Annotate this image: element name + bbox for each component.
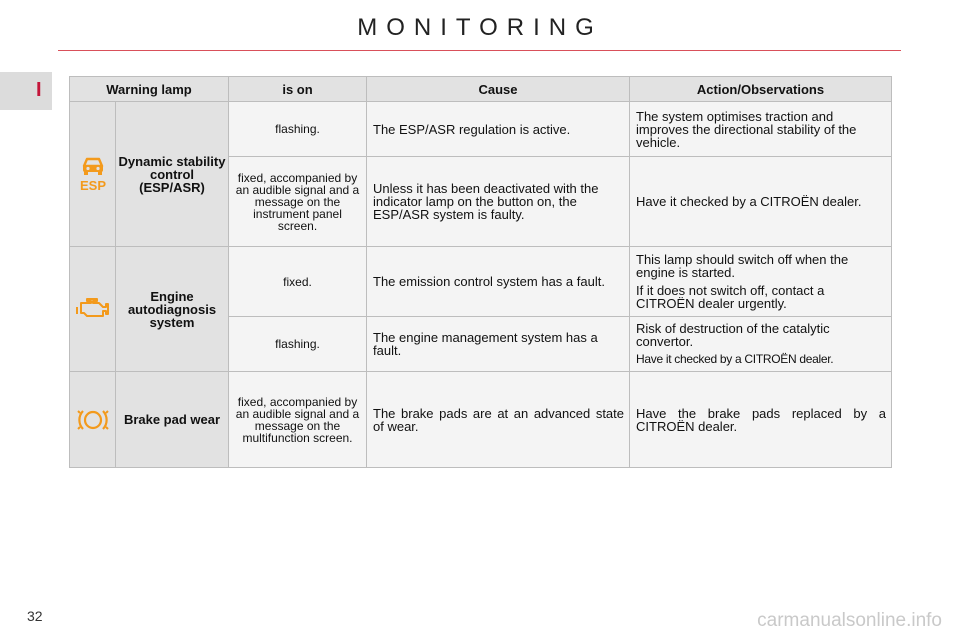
table-row (70, 247, 892, 317)
engine-icon (76, 297, 110, 321)
lamp-name: Engine autodiagnosis system (116, 247, 229, 372)
cause-cell: The brake pads are at an advanced state of wear. (367, 372, 630, 468)
esp-skid-icon (78, 156, 108, 192)
action-cell (630, 247, 892, 317)
action-cell (630, 317, 892, 372)
action-text-secondary: If it does not switch off, contact a CITROËN dealer urgently. (636, 283, 825, 311)
action-cell: Have it checked by a CITROËN dealer. (630, 157, 892, 247)
action-cell: Have the brake pads replaced by a CITROËN dealer. (630, 372, 892, 468)
table-row (70, 372, 892, 468)
esp-icon-text: ESP (79, 178, 106, 192)
action-cell: The system optimises traction and improves the directional stability of the vehicle. (630, 102, 892, 157)
cause-cell: Unless it has been deactivated with the indicator lamp on the button on, the ESP/ASR system is faulty. (367, 157, 630, 247)
is-on-cell: fixed. (229, 247, 367, 317)
warning-lamp-table (69, 76, 892, 468)
page-title: MONITORING (357, 14, 603, 41)
col-header-action: Action/Observations (630, 77, 892, 102)
is-on-cell: flashing. (229, 102, 367, 157)
esp-icon-cell (70, 102, 116, 247)
brake-pad-wear-icon (76, 407, 110, 433)
is-on-cell: fixed, accompanied by an audible signal and a message on the multifunction screen. (229, 372, 367, 468)
col-header-warning-lamp: Warning lamp (70, 77, 229, 102)
lamp-name: Dynamic stability control (ESP/ASR) (116, 102, 229, 247)
is-on-cell: fixed, accompanied by an audible signal and a message on the instrument panel screen. (229, 157, 367, 247)
brake-icon-cell (70, 372, 116, 468)
col-header-cause: Cause (367, 77, 630, 102)
action-text: This lamp should switch off when the engine is started. (636, 252, 849, 280)
table-header-row (70, 77, 892, 102)
action-text: Risk of destruction of the catalytic convertor. (636, 321, 830, 349)
is-on-cell: flashing. (229, 317, 367, 372)
cause-cell: The engine management system has a fault. (367, 317, 630, 372)
action-text-secondary: Have it checked by a CITROËN dealer. (636, 352, 834, 366)
lamp-name: Brake pad wear (116, 372, 229, 468)
cause-cell: The emission control system has a fault. (367, 247, 630, 317)
section-tab (0, 72, 52, 110)
page-number: 32 (27, 608, 43, 624)
watermark: carmanualsonline.info (757, 610, 942, 631)
col-header-is-on: is on (229, 77, 367, 102)
engine-icon-cell (70, 247, 116, 372)
table-row (70, 102, 892, 157)
title-divider (58, 50, 901, 51)
cause-cell: The ESP/ASR regulation is active. (367, 102, 630, 157)
section-tab-letter: I (36, 79, 42, 101)
